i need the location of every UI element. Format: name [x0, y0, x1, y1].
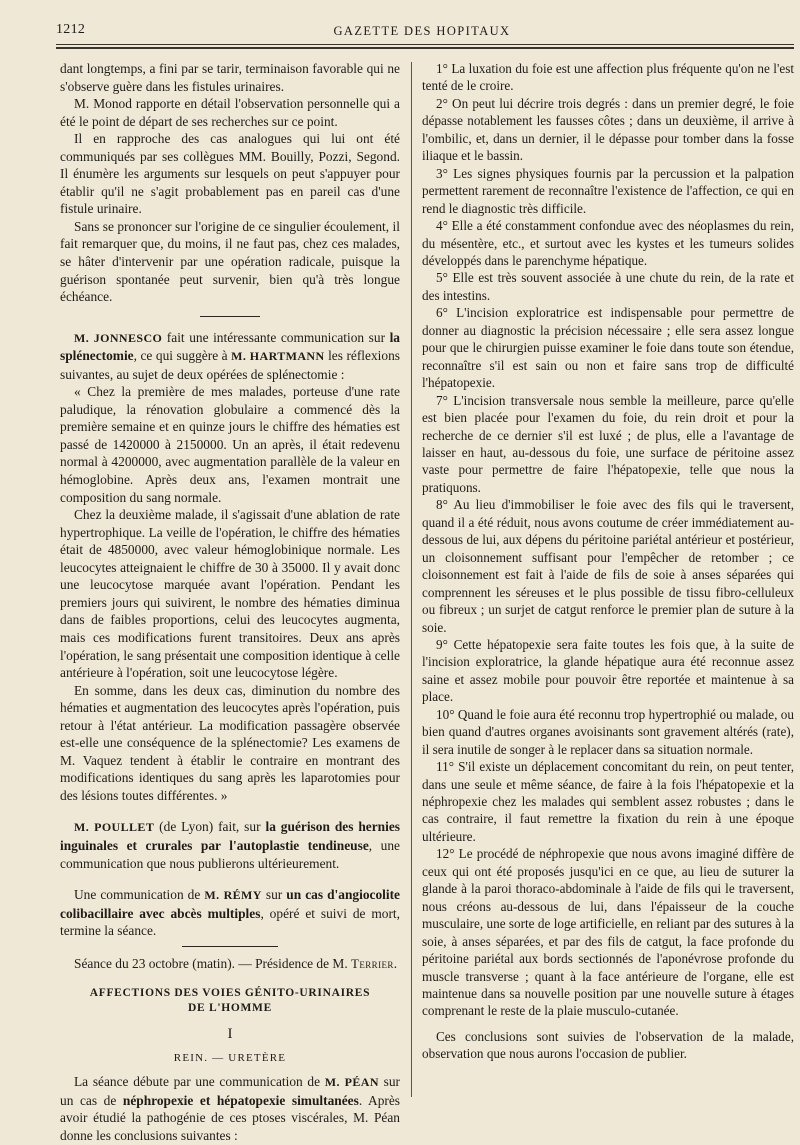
conclusion-item: 12° Le procédé de néphropexie que nous avons imaginé diffère de ceux qui ont été proposés jusqu'ici en ce que, au lieu de suturer la glande à la paroi thoraco-abdominale à l'aide de fils qui le traversent, nous créons au-dessous de lui, dans l'épaisseur de la couche musculaire, une sorte de loge artificielle, en reliant par des sutures à la soie, à anses séparées, et par des fils de catgut, la face profonde du péritoine pariétal aux bords sectionnés de l'aponévrose profonde du muscle transverse ; quant à la face antérieure de l'organe, elle est maintenue dans sa nouvelle position par une nouvelle suture à étages comprenant le reste de la plaie musculo-cutanée.: [422, 846, 794, 1019]
paragraph-poullet: M. POULLET (de Lyon) fait, sur la guérison des hernies inguinales et crurales par l'autoplastie tendineuse, une communication que nous publierons ultérieurement.: [60, 819, 401, 871]
page-header: [56, 20, 788, 44]
speaker-name: M. JONNESCO: [74, 330, 163, 345]
conclusion-item: 6° L'incision exploratrice est indispensable pour permettre de donner au diagnostic la précision nécessaire ; elle sera assez longue pour que le chirurgien puisse examiner le foie dans toute son étendue, reconnaître s'il est sain ou non et faire sans trop de difficulté l'hépatopexie.: [422, 305, 794, 391]
speaker-name: M. PÉAN: [324, 1075, 379, 1090]
section-number: I: [227, 1026, 233, 1043]
conclusion-item: 7° L'incision transversale nous semble la meilleure, parce qu'elle est bien placée pour l'examen du foie, du rein droit et pour la recherche de ce dernier s'il est luxé ; de plus, elle a l'avantage de laisser en haut, au-dessous du foie, une surface de péritoine assez vaste pour permettre de faire l'hépatopexie, telle que nous la pratiquons.: [422, 392, 794, 495]
paragraph: Chez la deuxième malade, il s'agissait d'une ablation de rate hypertrophique. La veille de l'opération, le chiffre des hématies était de 4850000, avec valeur hémoglobinique normale. Les leucocytes atteignaient le chiffre de 30 à 35000. Il y avait donc une leucocytose marquée avant l'opération. Pendant les premiers jours qui suivirent, le nombre des hématies diminua dans de faibles proportions, celui des leucocytes augmenta, mais ces modifications furent transitoires. Deux ans après l'opération, le sang présentait une composition identique à celle antérieure à l'opération, soit une leucocytose légère.: [60, 507, 400, 681]
section-title-line-2: DE L'HOMME: [188, 1002, 272, 1015]
conclusion-item: 4° Elle a été constamment confondue avec des néoplasmes du rein, du mésentère, etc., et surtout avec les kystes et les tumeurs solides développés dans le parenchyme hépatique.: [422, 218, 794, 268]
conclusion-item: 5° Elle est très souvent associée à une chute du rein, de la rate et des intestins.: [422, 270, 794, 303]
journal-title: GAZETTE DES HOPITAUX: [333, 24, 511, 38]
conclusion-item: 3° Les signes physiques fournis par la percussion et la palpation permettent rarement de reconnaître l'existence de l'affection, ce qui en rend le diagnostic très difficile.: [422, 165, 794, 216]
separator: [60, 946, 400, 947]
paragraph-jonnesco: M. JONNESCO fait une intéressante communication sur la splénectomie, ce qui suggère à M. HARTMANN les réflexions suivantes, au sujet de deux opérées de splénectomie :: [60, 329, 400, 382]
closing-paragraph: Ces conclusions sont suivies de l'observation de la malade, observation que nous aurons l'occasion de publier.: [422, 1028, 794, 1062]
right-column: [422, 60, 794, 1063]
left-column: [60, 60, 400, 1145]
speaker-name: M. POULLET: [74, 820, 155, 835]
header-rule-thick: [56, 47, 794, 49]
conclusion-item: 11° S'il existe un déplacement concomitant du rein, on peut tenter, dans une seule et même séance, de faire à la fois l'hépatopexie et la néphropexie chez les malades qui semblent assez robustes ; dans le cas contraire, il faut remettre la fixation du rein à une époque ultérieure.: [422, 759, 794, 844]
conclusion-item: 1° La luxation du foie est une affection plus fréquente qu'on ne l'est tenté de le croire.: [422, 61, 794, 94]
section-title: AFFECTIONS DES VOIES GÉNITO-URINAIRES: [89, 987, 371, 1000]
speaker-name: M. HARTMANN: [231, 349, 325, 364]
paragraph: Il en rapproche des cas analogues qui lui ont été communiqués par ses collègues MM. Bouilly, Pozzi, Segond. Il énumère les arguments sur lesquels on peut s'appuyer pour établir qu'il ne s'agit probablement pas en pareil cas d'une fistule urinaire.: [60, 131, 400, 217]
speaker-name: M. RÉMY: [204, 888, 262, 903]
conclusion-item: 10° Quand le foie aura été reconnu trop hypertrophié ou malade, ou bien quand d'autres organes avoisinants sont gravement altérés (rate), il sera inutile de songer à le replacer dans sa situation normale.: [422, 706, 794, 757]
column-divider: [411, 62, 412, 1097]
seance-line: Séance du 23 octobre (matin). — Présidence de M. Terrier.: [74, 955, 398, 971]
paragraph: En somme, dans les deux cas, diminution du nombre des hématies et augmentation des leucocytes après l'opération, puis retour à l'état antérieur. La modification passagère observée est-elle une conséquence de la splénectomie? Les examens de M. Vaquez tendent à établir le contraire en montrant des modifications identiques du sang après les laparotomies pour des lésions toutes différentes. »: [60, 682, 400, 803]
president-name: Terrier: [351, 955, 394, 971]
paragraph: Sans se prononcer sur l'origine de ce singulier écoulement, il fait remarquer que, du moins, il ne faut pas, chez ces malades, se hâter d'intervenir par une opération radicale, puisque la guérison spontanée peut survenir, bien qu'à très longue échéance.: [60, 218, 400, 305]
paragraph: « Chez la première de mes malades, porteuse d'une rate paludique, la rénovation globulaire a commencé dès la première semaine et en quinze jours le chiffre des hématies est passé de 1420000 à 2150000. Un an après, il était redevenu normal à 4200000, avec augmentation parallèle de la valeur en hémoglobine. Après deux ans, l'examen montrait une composition du sang normale.: [60, 384, 400, 505]
paragraph: dant longtemps, a fini par se tarir, terminaison favorable qui ne s'observe guère dans les fistules urinaires.: [60, 61, 400, 94]
subsection-title: REIN. — URETÈRE: [173, 1051, 287, 1064]
paragraph-pean: La séance débute par une communication de M. PÉAN sur un cas de néphropexie et hépatopexie simultanées. Après avoir étudié la pathogénie de ces ptoses viscérales, M. Péan donne les conclusions suivantes :: [60, 1074, 401, 1143]
paragraph-remy: Une communication de M. RÉMY sur un cas d'angiocolite colibacillaire avec abcès multiples, opéré et suivi de mort, termine la séance.: [60, 887, 400, 939]
conclusion-item: 2° On peut lui décrire trois degrés : dans un premier degré, le foie dépasse notablement les fausses côtes ; dans un deuxième, il arrive à l'ombilic, et, dans un dernier, il le dépasse pour tomber dans la fosse iliaque et le bassin.: [422, 95, 794, 164]
header-rule: [56, 44, 794, 45]
conclusion-item: 9° Cette hépatopexie sera faite toutes les fois que, à la suite de l'incision exploratrice, la glande hépatique aura été reconnue assez saine et assez mobile pour pouvoir être reportée et maintenue à sa place.: [422, 636, 794, 705]
separator: [60, 316, 400, 317]
page-number: 1212: [56, 22, 86, 37]
paragraph: M. Monod rapporte en détail l'observation personnelle qui a été le point de départ de ses recherches sur ce point.: [60, 96, 400, 129]
conclusion-item: 8° Au lieu d'immobiliser le foie avec des fils qui le traversent, quand il a été réduit, nous avons coutume de créer immédiatement au-dessous de lui, aux dépens du péritoine pariétal antérieur et postérieur, un cloisonnement suffisant pour l'empêcher de retomber ; ce cloisonnement est fait à l'aide de fils de soie à anses séparées qui comprennent les séreuses et le plus possible de tissu fibro-celluleux ou fibreux ; un surjet de catgut renforce le premier plan de suture à la soie.: [422, 497, 794, 635]
